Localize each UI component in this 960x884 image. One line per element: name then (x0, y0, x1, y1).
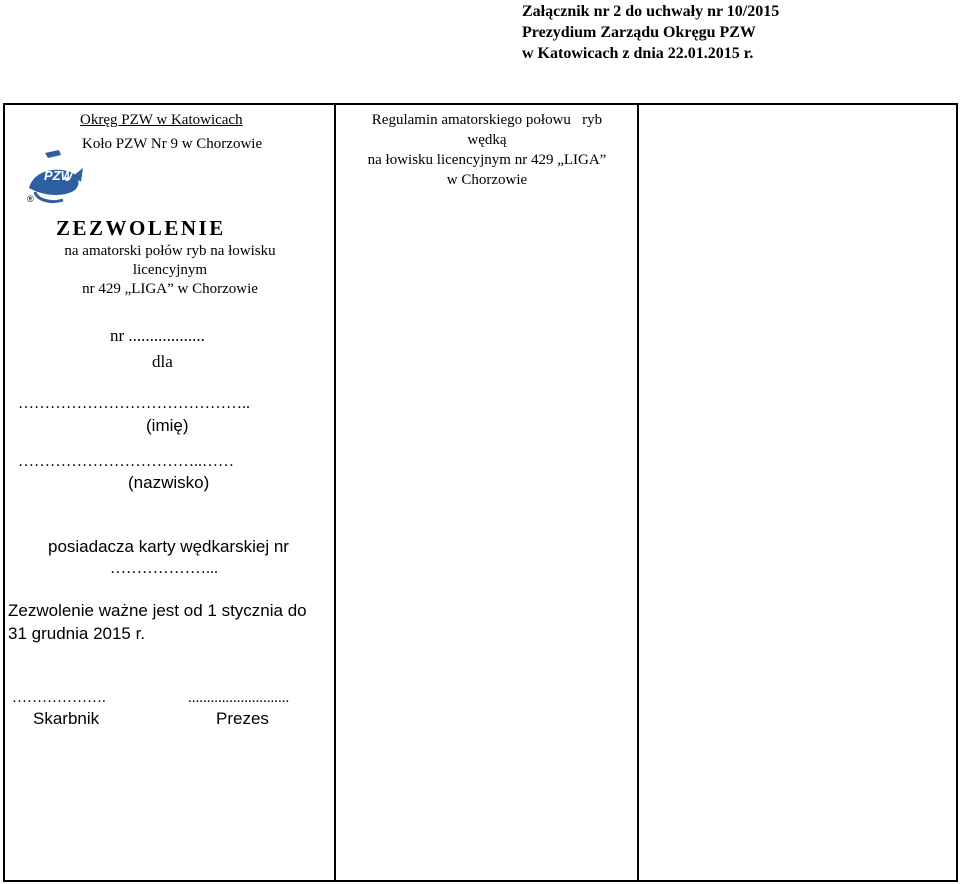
permit-desc-line-1: na amatorski połów ryb na łowisku (64, 243, 276, 259)
angler-card-field: ………………... (110, 560, 218, 577)
club-name: Koło PZW Nr 9 w Chorzowie (82, 136, 263, 152)
president-signature-line: ........................... (188, 690, 290, 706)
first-name-field: …………………………………….. (18, 395, 250, 412)
column-divider-1 (334, 103, 336, 882)
registered-mark: ® (27, 194, 34, 204)
regulations-title (336, 110, 638, 190)
header-line-2: Prezydium Zarządu Okręgu PZW (522, 24, 756, 41)
treasurer-label: Skarbnik (33, 709, 100, 728)
validity-line-1: Zezwolenie ważne jest od 1 stycznia do (8, 601, 307, 620)
attachment-header (522, 1, 779, 64)
regulations-title-line-3: na łowisku licencyjnym nr 429 „LIGA” (367, 152, 607, 168)
validity-text (8, 599, 328, 645)
permit-desc-line-2: licencyjnym (132, 262, 208, 278)
validity-line-2: 31 grudnia 2015 r. (8, 624, 146, 643)
header-line-3: w Katowicach z dnia 22.01.2015 r. (522, 45, 754, 62)
last-name-field: ……………………………..…… (18, 453, 234, 470)
first-name-label: (imię) (146, 416, 189, 435)
header-line-1: Załącznik nr 2 do uchwały nr 10/2015 (522, 3, 780, 20)
permit-description (20, 242, 320, 299)
regulations-title-line-4: w Chorzowie (446, 172, 528, 188)
district-name: Okręg PZW w Katowicach (80, 112, 243, 128)
regulations-title-line-1: Regulamin amatorskiego połowu ryb (371, 112, 603, 128)
logo-lettering: PZW (44, 168, 73, 183)
permit-number-field: nr .................. (110, 326, 205, 345)
column-divider-2 (637, 103, 639, 882)
last-name-label: (nazwisko) (128, 473, 210, 492)
treasurer-signature-line: ………………. (12, 690, 106, 706)
regulations-title-line-2: wędką (467, 132, 507, 148)
angler-card-label: posiadacza karty wędkarskiej nr (48, 537, 289, 556)
dla-label: dla (152, 352, 173, 371)
permit-desc-line-3: nr 429 „LIGA” w Chorzowie (82, 281, 258, 297)
permit-title: ZEZWOLENIE (56, 216, 226, 240)
president-label: Prezes (216, 709, 269, 728)
